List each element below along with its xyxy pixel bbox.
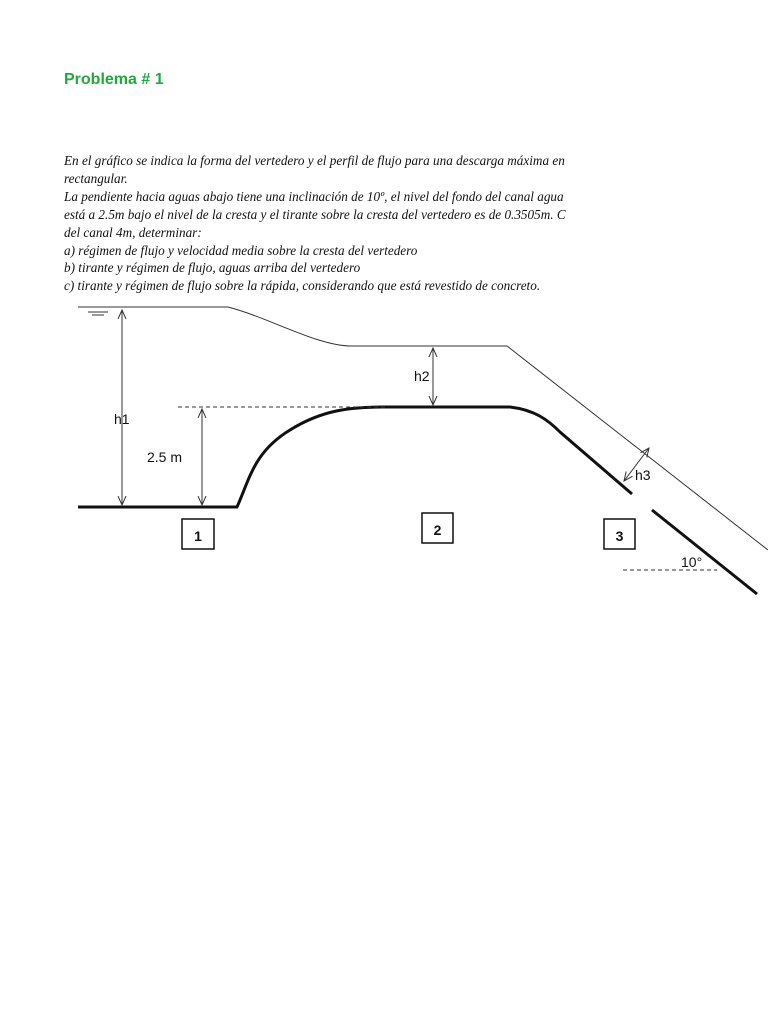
h3-label: h3: [635, 467, 651, 483]
statement-line: está a 2.5m bajo el nivel de la cresta y el tirante sobre la cresta del vertedero es de 0.3505m. C: [64, 206, 566, 222]
question-a: a) régimen de flujo y velocidad media sobre la cresta del vertedero: [64, 242, 418, 258]
problem-title: Problema # 1: [64, 71, 164, 88]
section-2-label: 2: [433, 522, 442, 538]
water-level-symbol: [88, 312, 108, 315]
section-box-2: [422, 513, 453, 543]
statement-line: rectangular.: [64, 170, 128, 186]
section-3-label: 3: [615, 528, 624, 544]
h2-label: h2: [414, 368, 430, 384]
statement-line: En el gráfico se indica la forma del vertedero y el perfil de flujo para una descarga máxima en: [64, 153, 565, 168]
weir-crest-profile: [237, 407, 632, 507]
downstream-chute: [652, 510, 757, 594]
section-box-3: [604, 519, 635, 549]
section-box-1: [182, 519, 214, 549]
statement-line: del canal 4m, determinar:: [64, 224, 202, 240]
question-b: b) tirante y régimen de flujo, aguas arriba del vertedero: [64, 260, 361, 276]
height-label: 2.5 m: [147, 449, 183, 465]
section-1-label: 1: [194, 528, 202, 544]
statement-line: La pendiente hacia aguas abajo tiene una inclinación de 10º, el nivel del fondo del canal agua: [64, 188, 564, 204]
h1-label: h1: [114, 411, 130, 427]
angle-label: 10°: [681, 554, 703, 570]
question-c: c) tirante y régimen de flujo sobre la rápida, considerando que está revestido de concreto.: [64, 278, 541, 294]
